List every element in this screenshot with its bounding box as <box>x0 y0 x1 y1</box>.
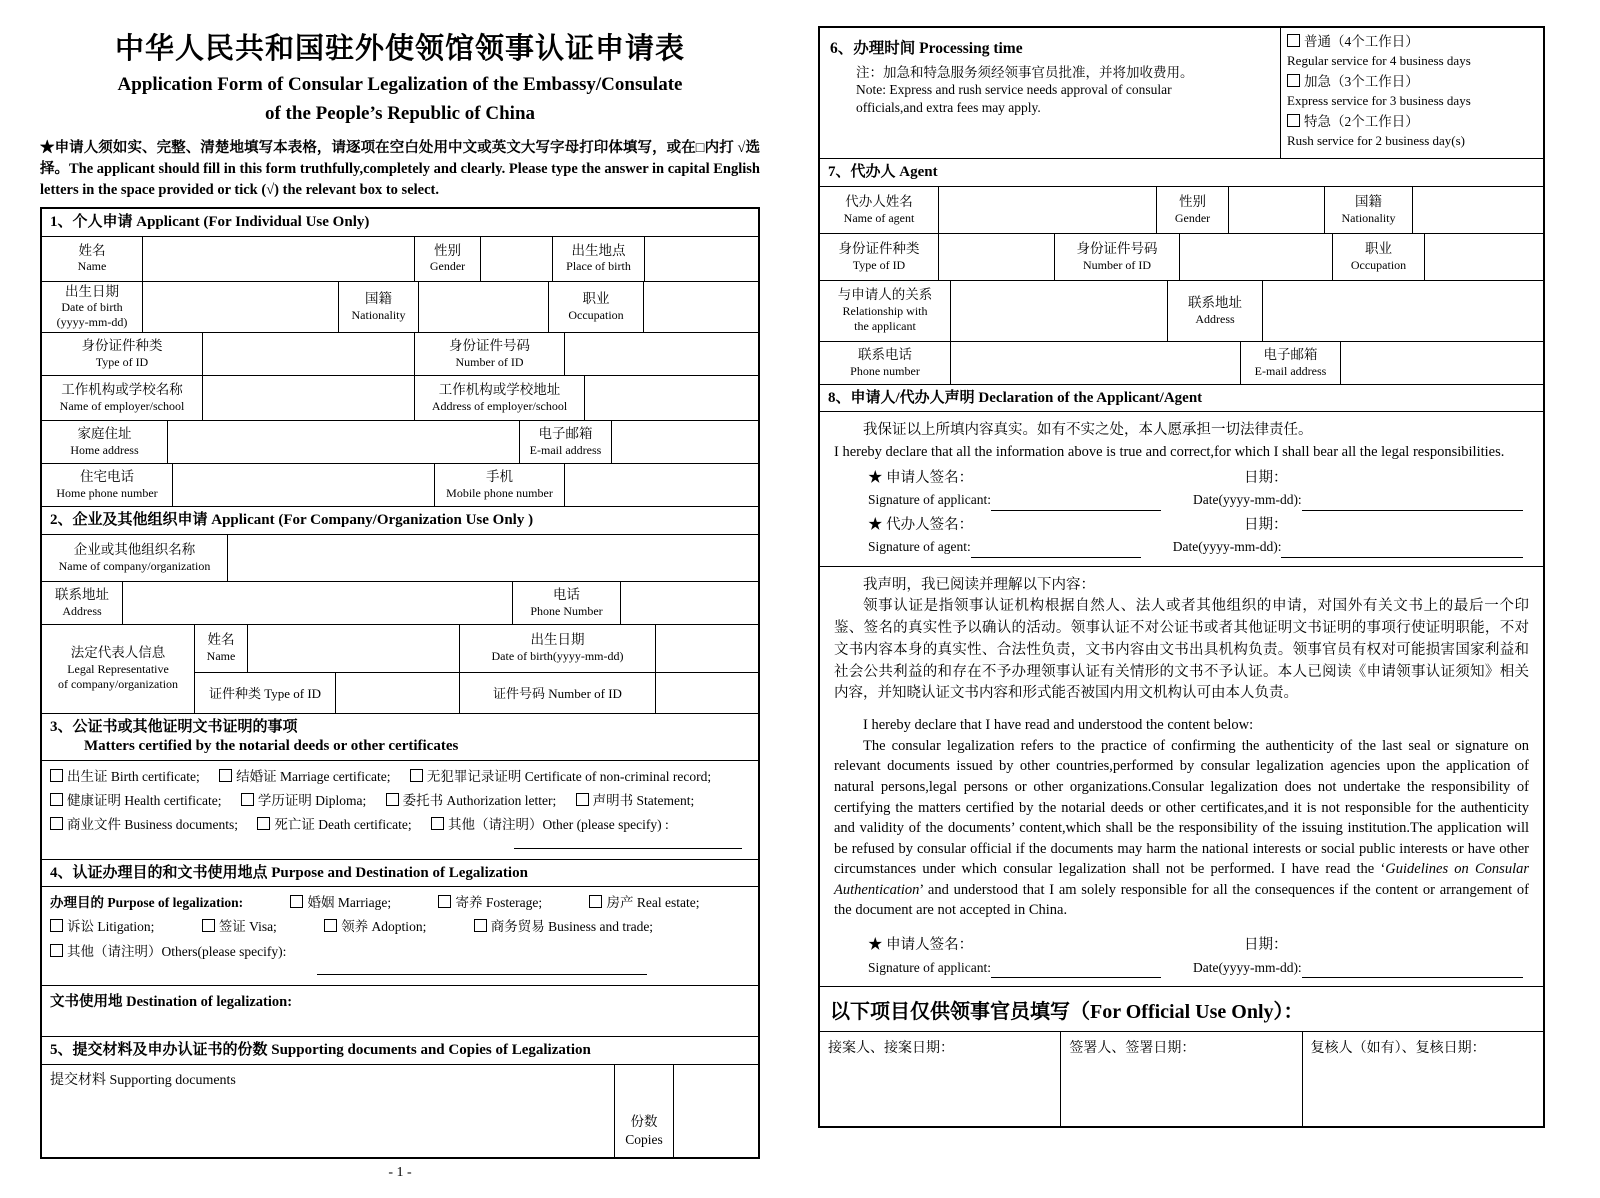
form-title-english-line1: Application Form of Consular Legalization of the Embassy/Consulate <box>117 74 683 95</box>
row-agent-name-gender-nationality <box>820 186 1543 233</box>
section2-title: 2、企业及其他组织申请 Applicant (For Company/Organization Use Only ) <box>42 506 758 534</box>
input-agent-phone[interactable] <box>950 342 1240 384</box>
input-place-of-birth[interactable] <box>644 237 758 281</box>
checkbox-non-criminal-record[interactable] <box>410 769 423 782</box>
row-id-type-number <box>42 332 758 375</box>
section6-options-cell <box>1280 28 1543 158</box>
row-agent-relationship-address <box>820 280 1543 341</box>
applicant-date-line-1[interactable] <box>1302 497 1523 511</box>
applicant-date-line-2[interactable] <box>1302 964 1523 978</box>
agent-date-line[interactable] <box>1281 544 1523 558</box>
guidelines-title-italic: Guidelines on Consular Authentication <box>834 861 1529 898</box>
declaration2-english-body: The consular legalization refers to the practice of confirming the authenticity of the last seal or signature on relevant documents issued by other countries,performed by consular legalization agencies upon the application of natural persons,legal persons or other organizations.Consular legalization does not undertake the responsibility of certifying the matters certified by the notarial deeds or other certificates,and it is not responsible for the authenticity and validity of the documents’ content,which shall be the responsibility of the issuing institution.The application will be refused by consular official if the documents may harm the national interests or social public interests or have other circumstances under which consular legalization shall not be performed. I have read the ‘Guidelines on Consular Authentication’ and understood that I am solely responsible for all the consequences if the content or arrangement of the document are not accepted in China. <box>834 737 1529 919</box>
label-org-address: 联系地址 Address <box>55 586 109 618</box>
legal-representative-subtable <box>194 625 758 713</box>
purpose-row3: 其他（请注明）Others(please specify): <box>42 940 758 964</box>
checkbox-litigation[interactable] <box>50 919 63 932</box>
right-form-table <box>818 26 1545 1128</box>
checkbox-real-estate[interactable] <box>589 895 602 908</box>
filling-instructions: ★申请人须如实、完整、清楚地填写本表格，请逐项在空白处用中文或英文大写字母打印体填写，或在□内打 √选择。The applicant should fill in this form truthfully,completely and clearly. Please type the answer in capital English letters in the space provided or tick (√) the relevant box to select. <box>40 140 760 199</box>
row-agent-phone-email <box>820 341 1543 384</box>
input-agent-id-type[interactable] <box>938 234 1054 280</box>
document-header <box>40 26 760 201</box>
label-agent-occupation: 职业 Occupation <box>1332 234 1424 280</box>
agent-signature-line[interactable] <box>971 544 1141 558</box>
declaration2-english-intro: I hereby declare that I have read and understood the content below: <box>863 717 1254 734</box>
label-home-address: 家庭住址 Home address <box>70 426 139 458</box>
label-legal-representative: 法定代表人信息 Legal Representative of company/organization <box>57 645 179 692</box>
input-occupation[interactable] <box>643 282 758 333</box>
certificates-row3: 商业文件 Business documents; 死亡证 Death certificate; 其他（请注明）Other (please specify) : <box>42 813 758 837</box>
section6-left-cell <box>820 28 1280 158</box>
checkbox-death-certificate[interactable] <box>257 817 270 830</box>
section5-title: 5、提交材料及申办认证书的份数 Supporting documents and Copies of Legalization <box>42 1036 758 1064</box>
input-agent-id-number[interactable] <box>1179 234 1332 280</box>
declaration2-chinese-intro: 我声明，我已阅读并理解以下内容： <box>863 576 1095 593</box>
label-rep-dob: 出生日期 Date of birth(yyyy-mm-dd) <box>459 625 655 672</box>
applicant-signature2-labels-cn: ★ 申请人签名： 日期： <box>868 937 1288 954</box>
section7-title: 7、代办人 Agent <box>820 158 1543 186</box>
destination-row[interactable] <box>42 985 758 1036</box>
purpose-row2: 诉讼 Litigation; 签证 Visa; 领养 Adoption; 商务贸易 Business and trade; <box>42 915 758 939</box>
supporting-documents-row <box>42 1064 758 1157</box>
left-form-table <box>40 207 760 1158</box>
section1-title: 1、个人申请 Applicant (For Individual Use Only) <box>50 214 370 231</box>
certificates-row1: 出生证 Birth certificate; 结婚证 Marriage certificate; 无犯罪记录证明 Certificate of non-criminal record; <box>42 765 758 789</box>
signature-block-1 <box>834 468 1529 558</box>
other-purpose-specify-line[interactable] <box>317 964 647 975</box>
checkbox-birth-certificate[interactable] <box>50 769 63 782</box>
row-phones <box>42 463 758 506</box>
label-agent-nationality: 国籍 Nationality <box>1324 187 1412 233</box>
official-use-title: 以下项目仅供领事官员填写（For Official Use Only）： <box>820 986 1543 1031</box>
input-nationality[interactable] <box>418 282 548 333</box>
input-date-of-birth[interactable] <box>142 282 338 333</box>
row-agent-id-occupation <box>820 233 1543 280</box>
purpose-label: 办理目的 Purpose of legalization: <box>50 895 244 911</box>
label-occupation: 职业 Occupation <box>548 282 643 333</box>
label-id-type: 身份证件种类 Type of ID <box>81 338 163 370</box>
checkbox-business-trade[interactable] <box>474 919 487 932</box>
label-home-phone: 住宅电话 Home phone number <box>56 469 158 501</box>
label-agent-email: 电子邮箱 E-mail address <box>1240 342 1340 384</box>
checkbox-regular-service[interactable] <box>1287 34 1300 47</box>
section3-title <box>42 713 758 760</box>
section6-title: 6、办理时间 Processing time <box>830 40 1023 57</box>
supporting-documents-label: 提交材料 Supporting documents <box>50 1072 236 1088</box>
row-org-address-phone <box>42 581 758 624</box>
agent-signature-labels-en: Signature of agent: Date(yyyy-mm-dd): <box>834 537 1529 557</box>
declaration-block-1 <box>820 411 1543 566</box>
label-org-phone: 电话 Phone Number <box>512 582 620 624</box>
section3-title-english: Matters certified by the notarial deeds or other certificates <box>84 738 459 755</box>
input-agent-relationship[interactable] <box>950 281 1167 341</box>
label-gender: 性别 Gender <box>414 237 480 281</box>
input-gender[interactable] <box>480 237 552 281</box>
official-signed-cell[interactable]: 签署人、签署日期： <box>1060 1032 1301 1126</box>
section3-title-chinese: 3、公证书或其他证明文书证明的事项 <box>50 718 298 735</box>
row-home-address-email <box>42 420 758 463</box>
label-agent-name: 代办人姓名 Name of agent <box>843 193 915 225</box>
checkbox-authorization-letter[interactable] <box>386 793 399 806</box>
row-org-name <box>42 534 758 581</box>
checkbox-rush-service[interactable] <box>1287 114 1300 127</box>
applicant-signature-line-1[interactable] <box>991 497 1161 511</box>
form-page-right <box>818 26 1545 1128</box>
label-nationality: 国籍 Nationality <box>338 282 418 333</box>
page-number: - 1 - <box>388 1164 412 1180</box>
official-use-row <box>820 1031 1543 1126</box>
input-employer-name[interactable] <box>202 376 414 420</box>
checkbox-adoption[interactable] <box>324 919 337 932</box>
section6-processing-time <box>820 28 1543 158</box>
section8-title: 8、申请人/代办人声明 Declaration of the Applicant/Agent <box>820 384 1543 412</box>
declaration-block-2 <box>820 566 1543 986</box>
row-dob-nationality-occupation <box>42 281 758 333</box>
section3-checkbox-area <box>42 760 758 859</box>
label-employer-name: 工作机构或学校名称 Name of employer/school <box>59 382 185 414</box>
label-rep-id-number: 证件号码 Number of ID <box>459 673 655 713</box>
label-agent-gender: 性别 Gender <box>1156 187 1228 233</box>
input-rep-id-number[interactable] <box>655 673 758 713</box>
certificates-row2: 健康证明 Health certificate; 学历证明 Diploma; 委托书 Authorization letter; 声明书 Statement; <box>42 789 758 813</box>
row-employer <box>42 375 758 420</box>
input-rep-id-type[interactable] <box>335 673 459 713</box>
row-legal-representative <box>42 624 758 713</box>
supporting-documents-cell[interactable] <box>42 1065 614 1157</box>
label-name: 姓名 Name <box>77 242 107 274</box>
checkbox-express-service[interactable] <box>1287 74 1300 87</box>
other-certificate-specify-line[interactable] <box>514 838 742 849</box>
signature-block-2 <box>834 935 1529 978</box>
input-name[interactable] <box>142 237 414 281</box>
input-mobile-phone[interactable] <box>564 464 758 506</box>
input-agent-occupation[interactable] <box>1424 234 1543 280</box>
official-case-accepted-cell[interactable]: 接案人、接案日期： <box>828 1041 954 1057</box>
label-email: 电子邮箱 E-mail address <box>519 421 611 463</box>
applicant-signature-line-2[interactable] <box>991 964 1161 978</box>
input-org-name[interactable] <box>227 535 758 581</box>
label-id-number: 身份证件号码 Number of ID <box>414 333 564 375</box>
applicant-signature-labels-cn: ★ 申请人签名： 日期： <box>868 469 1288 486</box>
official-reviewed-cell[interactable]: 复核人（如有）、复核日期： <box>1302 1032 1543 1126</box>
form-title-english <box>40 71 760 128</box>
label-place-of-birth: 出生地点 Place of birth <box>552 237 644 281</box>
destination-label: 文书使用地 Destination of legalization: <box>50 994 293 1011</box>
checkbox-marriage[interactable] <box>290 895 303 908</box>
label-rep-name: 姓名 Name <box>206 632 236 664</box>
applicant-signature2-labels-en: Signature of applicant: Date(yyyy-mm-dd): <box>834 958 1529 978</box>
input-rep-dob[interactable] <box>655 625 758 672</box>
checkbox-visa[interactable] <box>202 919 215 932</box>
checkbox-other-certificate[interactable] <box>431 817 444 830</box>
input-agent-gender[interactable] <box>1228 187 1324 233</box>
row-name-gender-pob <box>42 236 758 281</box>
agent-signature-labels-cn: ★ 代办人签名： 日期： <box>868 516 1288 533</box>
label-date-of-birth: 出生日期 Date of birth (yyyy-mm-dd) <box>56 283 128 330</box>
input-email[interactable] <box>611 421 758 463</box>
purpose-row1: 办理目的 Purpose of legalization: 婚姻 Marriage; 寄养 Fosterage; 房产 Real estate; <box>50 895 700 911</box>
input-copies[interactable] <box>673 1065 758 1157</box>
option-regular-service: 普通（4个工作日） Regular service for 4 business days <box>1287 34 1471 68</box>
input-agent-nationality[interactable] <box>1412 187 1543 233</box>
input-agent-address[interactable] <box>1262 281 1543 341</box>
label-agent-id-type: 身份证件种类 Type of ID <box>838 240 920 272</box>
checkbox-health-certificate[interactable] <box>50 793 63 806</box>
copies-label-cell: 份数 Copies <box>614 1065 673 1157</box>
label-org-name: 企业或其他组织名称 Name of company/organization <box>58 541 211 573</box>
label-agent-phone: 联系电话 Phone number <box>850 346 920 378</box>
form-page-left <box>40 26 760 1181</box>
input-org-phone[interactable] <box>620 582 758 624</box>
input-home-phone[interactable] <box>172 464 434 506</box>
checkbox-other-purpose[interactable] <box>50 944 63 957</box>
declaration1-english: I hereby declare that all the information above is true and correct,for which I shall bear all the legal responsibilities. <box>834 443 1505 460</box>
input-agent-email[interactable] <box>1340 342 1543 384</box>
section4-title: 4、认证办理目的和文书使用地点 Purpose and Destination of Legalization <box>42 859 758 887</box>
checkbox-business-documents[interactable] <box>50 817 63 830</box>
checkbox-diploma[interactable] <box>241 793 254 806</box>
declaration2-chinese-body: 领事认证是指领事认证机构根据自然人、法人或者其他组织的申请，对国外有关文书上的最后一个印鉴、签名的真实性予以确认的活动。领事认证不对公证书或者其他证明文书证明的事项行使证明职能，不对文书内容本身的真实性、合法性负责，文书内容由文书出具机构负责。领事官员有权对可能损害国家利益和社会公共利益的和存在不予办理领事认证有关情形的文书不予认证。本人已阅读《申请领事认证须知》相关内容，并知晓认证文书内容和形式能否被国内用文机构认可由本人负责。 <box>834 598 1529 702</box>
label-rep-id-type: 证件种类 Type of ID <box>208 686 322 702</box>
section6-note-english: Note: Express and rush service needs approval of consular officials,and extra fees may apply. <box>856 82 1172 116</box>
section6-note-chinese: 注：加急和特急服务须经领事官员批准，并将加收费用。 <box>856 65 1194 80</box>
label-agent-id-number: 身份证件号码 Number of ID <box>1054 234 1179 280</box>
option-express-service: 加急（3个工作日） Express service for 3 business days <box>1287 74 1471 108</box>
label-mobile-phone: 手机 Mobile phone number <box>434 464 564 506</box>
label-employer-address: 工作机构或学校地址 Address of employer/school <box>414 376 584 420</box>
row-rep-name-dob <box>195 625 758 672</box>
input-org-address[interactable] <box>122 582 512 624</box>
label-agent-relationship: 与申请人的关系 Relationship with the applicant <box>837 287 933 334</box>
label-agent-address: 联系地址 Address <box>1167 281 1262 341</box>
checkbox-fosterage[interactable] <box>438 895 451 908</box>
checkbox-statement[interactable] <box>576 793 589 806</box>
option-rush-service: 特急（2个工作日） Rush service for 2 business day(s) <box>1287 114 1465 149</box>
form-title-chinese: 中华人民共和国驻外使领馆领事认证申请表 <box>114 33 685 65</box>
form-title-english-line2: of the People’s Republic of China <box>264 102 536 124</box>
input-employer-address[interactable] <box>584 376 758 420</box>
row-rep-id <box>195 672 758 713</box>
input-id-type[interactable] <box>202 333 414 375</box>
checkbox-marriage-certificate[interactable] <box>219 769 232 782</box>
section4-checkbox-area <box>42 886 758 985</box>
input-id-number[interactable] <box>564 333 758 375</box>
input-agent-name[interactable] <box>938 187 1156 233</box>
declaration1-chinese: 我保证以上所填内容真实。如有不实之处，本人愿承担一切法律责任。 <box>863 422 1313 439</box>
applicant-signature-labels-en: Signature of applicant: Date(yyyy-mm-dd): <box>834 490 1529 510</box>
input-rep-name[interactable] <box>247 625 459 672</box>
input-home-address[interactable] <box>167 421 519 463</box>
